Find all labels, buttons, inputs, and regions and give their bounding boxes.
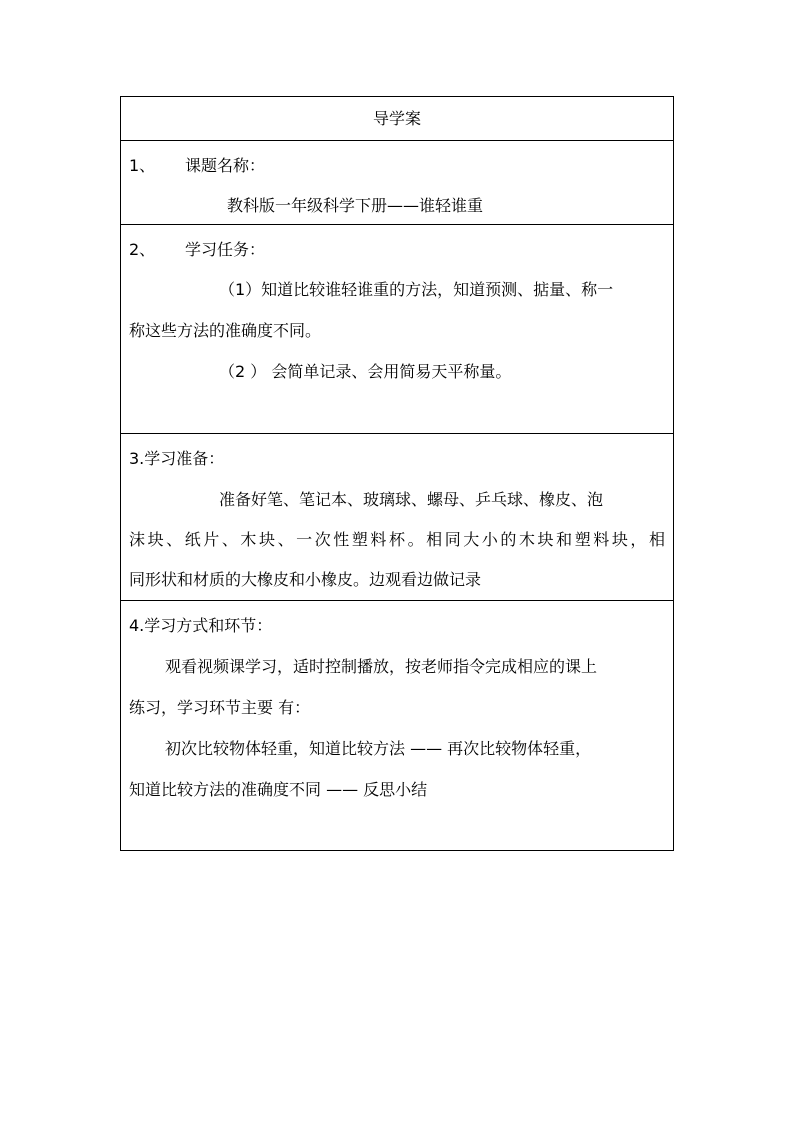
- section-heading: 课题名称：: [185, 156, 266, 175]
- section-topic: [121, 140, 673, 224]
- section-number: 1、: [129, 156, 156, 175]
- section-heading: 3.学习准备：: [129, 449, 225, 468]
- section-number: 2、: [129, 240, 156, 259]
- task-item-1-cont: 称这些方法的准确度不同。: [129, 321, 322, 340]
- method-para-1-cont: 练习，学习环节主要 有：: [129, 698, 311, 717]
- method-para-2: 初次比较物体轻重，知道比较方法 —— 再次比较物体轻重，: [165, 739, 592, 758]
- section-tasks: [121, 224, 673, 433]
- table-title-row: [121, 97, 673, 140]
- preparation-line-1: 准备好笔、笔记本、玻璃球、螺母、乒乓球、橡皮、泡: [219, 490, 604, 509]
- task-item-1: （1）知道比较谁轻谁重的方法，知道预测、掂量、称一: [219, 280, 614, 299]
- section-preparation: [121, 433, 673, 600]
- method-para-2-cont: 知道比较方法的准确度不同 —— 反思小结: [129, 780, 428, 799]
- preparation-line-2: 沫块、纸片、木块、一次性塑料杯。相同大小的木块和塑料块，相: [129, 530, 665, 549]
- section-method: [121, 600, 673, 850]
- topic-title: 教科版一年级科学下册——谁轻谁重: [227, 196, 484, 215]
- section-heading: 学习任务：: [185, 240, 266, 259]
- method-para-1: 观看视频课学习，适时控制播放，按老师指令完成相应的课上: [165, 657, 598, 676]
- table-title: 导学案: [372, 109, 421, 128]
- study-guide-table: [120, 96, 674, 851]
- section-heading: 4.学习方式和环节：: [129, 616, 273, 635]
- preparation-line-3: 同形状和材质的大橡皮和小橡皮。边观看边做记录: [129, 570, 482, 589]
- task-item-2: （2 ） 会简单记录、会用简易天平称量。: [219, 362, 512, 381]
